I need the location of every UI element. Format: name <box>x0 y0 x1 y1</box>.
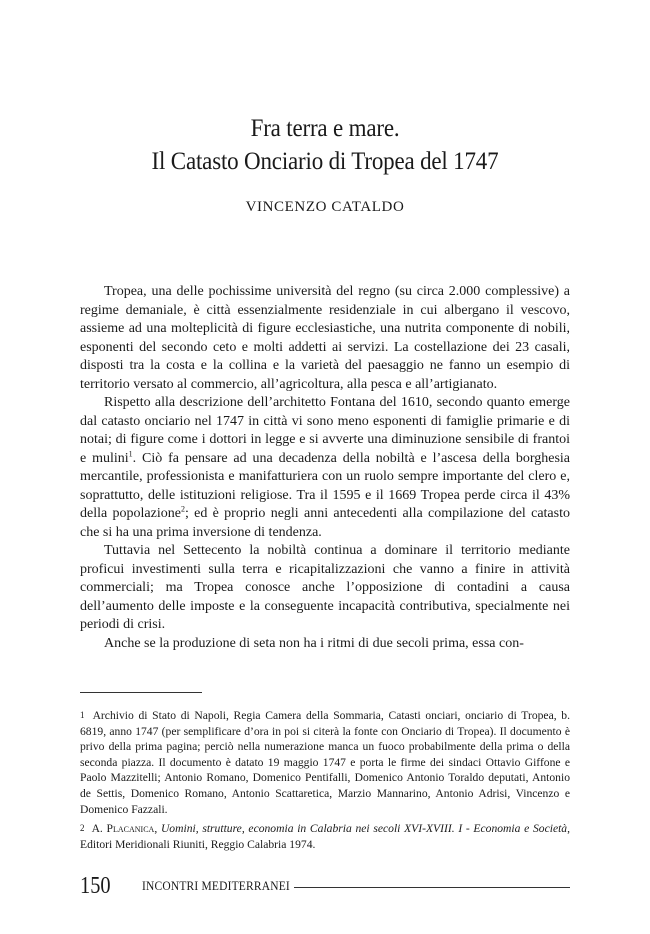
footnote <box>80 821 570 852</box>
footer-rule <box>294 887 570 888</box>
page-footer <box>80 872 570 902</box>
paragraph: Tuttavia nel Settecento la nobiltà continua a dominare il territorio mediante proficui investimenti sulla terra e ricapitalizzazioni che vanno a finire in attività commerciali; ma Tropea conosce anche l’opposizione di contadini a causa dell’aumento delle imposte e la conseguente incapacità contributiva, specialmente nei periodi di crisi. <box>80 543 570 632</box>
article-author: VINCENZO CATALDO <box>245 199 405 215</box>
footnote-text: Archivio di Stato di Napoli, Regia Camera della Sommaria, Catasti onciari, onciario di Tropea, b. 6819, anno 1747 (per semplificare d’ora in poi si citerà la fonte con Onciario di Tropea). Il documento è privo della prima pagina; perciò nella numerazione manca un fuoco probabilmente della prima o della seconda piazza. Il documento è datato 19 maggio 1747 e porta le firme dei sindaci Ottavio Giffone e Paolo Mazzitelli; Antonio Romano, Domenico Pentifalli, Domenico Antonio Toraldo deputati, Antonio de Settis, Domenico Romano, Antonio Scattaretica, Marzio Mannarino, Antonio Adrisi, Vincenzo e Domenico Fazzali. <box>80 709 570 816</box>
page-number: 150 <box>80 873 111 899</box>
footnote-number: 1 <box>80 710 85 720</box>
paragraph: Tropea, una delle pochissime università del regno (su circa 2.000 complessive) a regime demaniale, è città essenzialmente residenziale in cui albergano il vescovo, assieme ad una molteplicità di figure ecclesiastiche, una nutrita componente di nobili, esponenti del secondo ceto e molti addetti ai servizi. La costellazione dei 23 casali, disposti tra la costa e la collina e la varietà del paesaggio ne fanno un esempio di territorio versato al commercio, all’agricoltura, alla pesca e all’artigianato. <box>80 284 570 392</box>
footnote <box>80 708 570 817</box>
footnotes <box>80 708 570 856</box>
paragraph: Rispetto alla descrizione dell’architetto Fontana del 1610, secondo quanto emerge dal catasto onciario nel 1747 in città vi sono meno esponenti di famiglie primarie e di notai; di figure come i dottori in legge e si avverte una diminuzione sensibile di frantoi e mulini$^1$. Ciò fa pensare ad una decadenza della nobiltà e l’ascesa della borghesia mercantile, professionista e manifatturiera con un ruolo sempre importante del clero e, soprattutto, delle istituzioni religiose. Tra il 1595 e il 1669 Tropea perde circa il 43% della popolazione$^2$; ed è proprio negli anni antecedenti alla compilazione del catasto che si ha una prima inversione di tendenza. <box>80 395 570 540</box>
footnote-text: A. Placanica, Uomini, strutture, economia in Calabria nei secoli XVI-XVIII. I - Economia e Società, Editori Meridionali Riuniti, Reggio Calabria 1974. <box>80 822 571 851</box>
title-line-2: Il Catasto Onciario di Tropea del 1747 <box>151 148 499 175</box>
article-title <box>100 112 551 178</box>
paragraph: Anche se la produzione di seta non ha i ritmi di due secoli prima, essa con- <box>104 635 524 651</box>
body-text <box>80 283 570 653</box>
title-line-1: Fra terra e mare. <box>250 115 400 142</box>
footnote-number: 2 <box>80 823 85 834</box>
journal-name: INCONTRI MEDITERRANEI <box>142 879 290 893</box>
footnote-separator <box>80 692 202 693</box>
